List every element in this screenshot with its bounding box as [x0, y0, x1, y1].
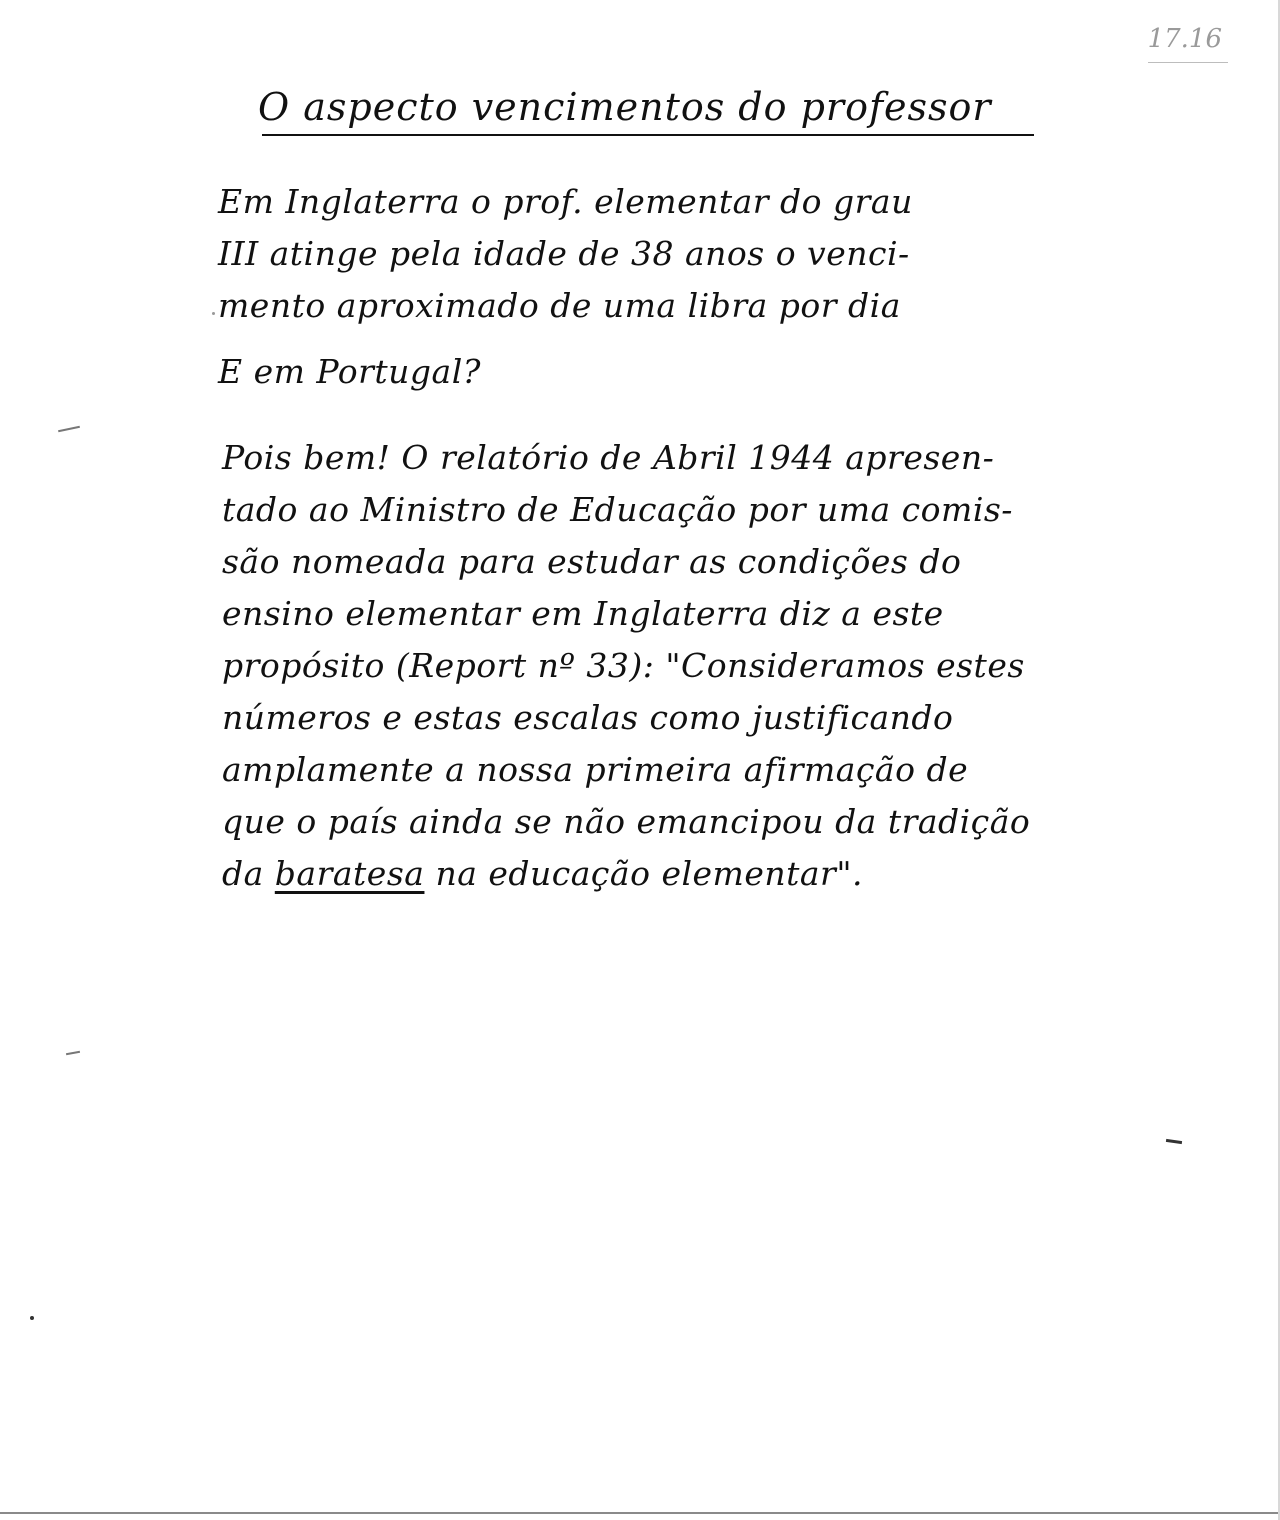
text-line: propósito (Report nº 33): "Consideramos estes — [222, 646, 1025, 685]
text-line: tado ao Ministro de Educação por uma comis- — [222, 490, 1013, 529]
underlined-word: baratesa — [274, 854, 425, 893]
text-line-final — [222, 848, 1030, 900]
paragraph-portugal-question — [218, 346, 481, 398]
scan-mark — [1166, 1139, 1182, 1144]
page-number-rule — [1148, 62, 1228, 63]
paragraph-england-salary — [218, 176, 913, 332]
title-underline — [262, 134, 1034, 136]
scan-mark — [66, 1051, 80, 1055]
text-fragment: da — [222, 854, 275, 893]
text-line: Pois bem! O relatório de Abril 1944 apresen- — [222, 438, 995, 477]
text-line: amplamente a nossa primeira afirmação de — [222, 750, 969, 789]
page-number: 17.16 — [1147, 24, 1222, 54]
text-line: ensino elementar em Inglaterra diz a este — [222, 594, 944, 633]
scan-mark — [58, 426, 80, 433]
text-fragment: na educação elementar". — [424, 854, 864, 893]
text-line: III atinge pela idade de 38 anos o venci- — [218, 234, 910, 273]
text-line: são nomeada para estudar as condições do — [222, 542, 962, 581]
text-line: números e estas escalas como justificando — [222, 698, 954, 737]
text-line: mento aproximado de uma libra por dia — [218, 286, 901, 325]
page-bottom-edge — [0, 1512, 1280, 1514]
page-title: O aspecto vencimentos do professor — [258, 85, 992, 129]
text-line: Em Inglaterra o prof. elementar do grau — [218, 182, 913, 221]
paragraph-report-quote — [222, 432, 1030, 900]
text-line: E em Portugal? — [218, 352, 481, 391]
text-line: que o país ainda se não emancipou da tradição — [222, 802, 1031, 841]
scan-mark — [30, 1316, 34, 1320]
scan-mark — [212, 312, 215, 315]
